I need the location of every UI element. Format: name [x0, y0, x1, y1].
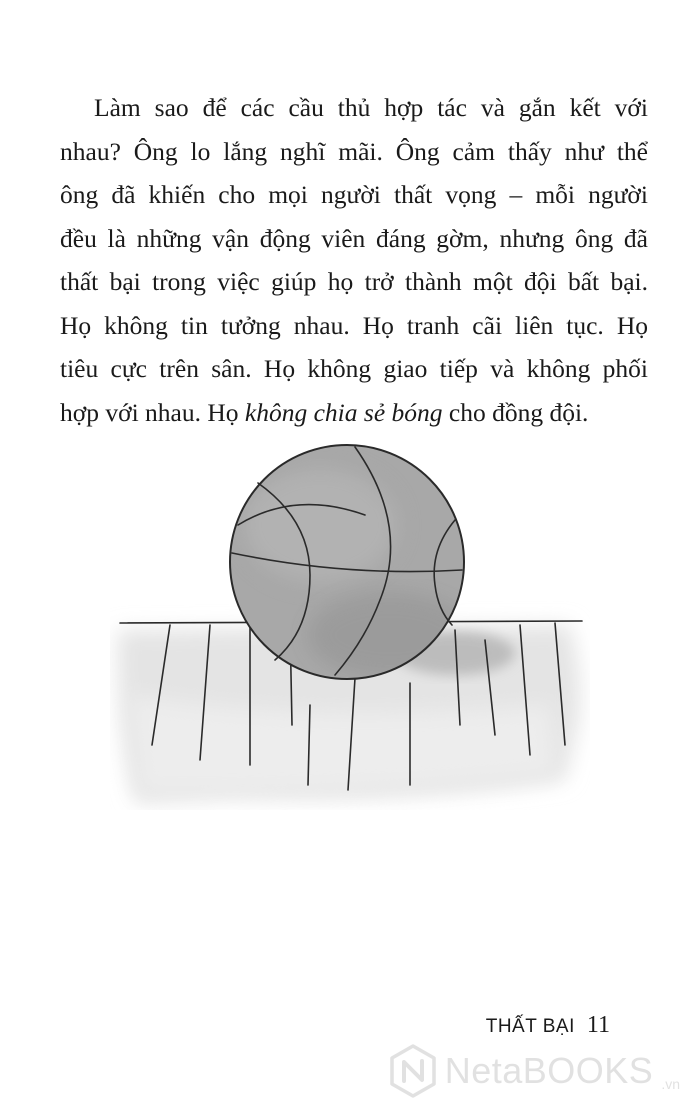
- body-emphasis: không chia sẻ bóng: [244, 397, 443, 427]
- body-line: nhau? Ông lo lắng nghĩ mãi. Ông cảm thấy như thể: [60, 136, 648, 166]
- body-line: ông đã khiến cho mọi người thất vọng – mỗi người: [60, 180, 648, 209]
- watermark: [389, 1044, 680, 1098]
- body-text: hợp với nhau. Họ: [60, 397, 245, 427]
- page-footer: [486, 1012, 610, 1039]
- netabooks-logo-icon: [389, 1044, 437, 1098]
- watermark-suffix: .vn: [661, 1076, 680, 1092]
- basketball-illustration: [110, 425, 590, 810]
- body-line: đều là những vận động viên đáng gờm, nhưng ông đã: [60, 223, 648, 253]
- watermark-brand: NetaBOOKS: [444, 1050, 654, 1091]
- body-paragraph: [60, 86, 648, 434]
- body-line: Làm sao để các cầu thủ hợp tác và gắn kết với: [94, 93, 648, 122]
- body-line: thất bại trong việc giúp họ trở thành một đội bất bại.: [60, 267, 648, 296]
- body-line: tiêu cực trên sân. Họ không giao tiếp và không phối: [60, 354, 648, 383]
- page-number: 11: [586, 1012, 610, 1038]
- body-line: Họ không tin tưởng nhau. Họ tranh cãi liên tục. Họ: [60, 310, 648, 340]
- body-text: cho đồng đội.: [442, 397, 589, 427]
- running-head: THẤT BẠI: [485, 1016, 575, 1037]
